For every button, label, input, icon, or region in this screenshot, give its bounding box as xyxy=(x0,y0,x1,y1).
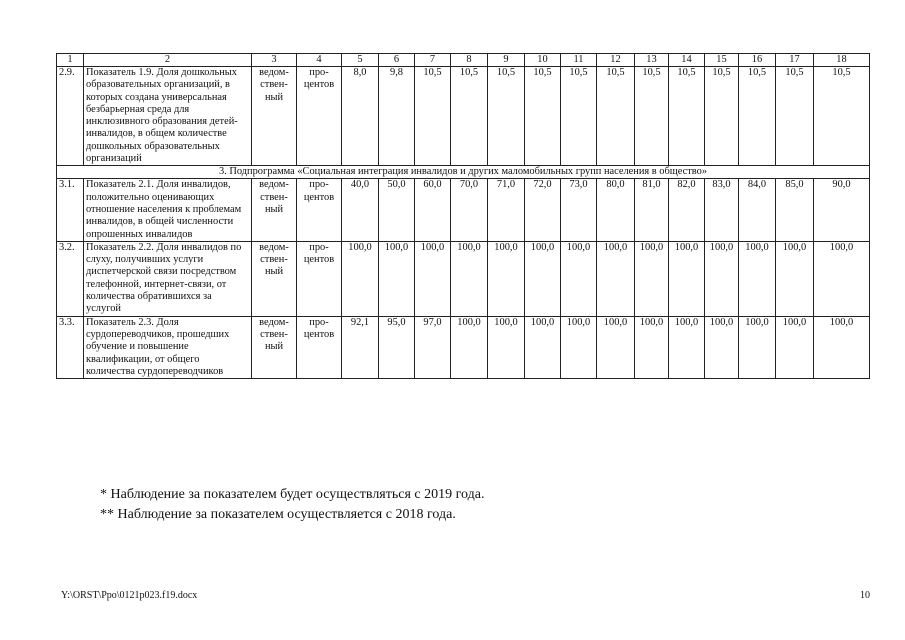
value-cell: 10,5 xyxy=(525,67,561,166)
header-cell: 9 xyxy=(488,54,525,67)
value-cell: 100,0 xyxy=(669,316,705,378)
row-number: 2.9. xyxy=(57,67,84,166)
value-cell: 100,0 xyxy=(415,241,451,316)
value-cell: 10,5 xyxy=(669,67,705,166)
header-cell: 14 xyxy=(669,54,705,67)
value-cell: 10,5 xyxy=(597,67,635,166)
header-cell: 13 xyxy=(635,54,669,67)
indicator-name: Показатель 2.1. Доля инвалидов, положительно оценивающих отношение населения к проблемам инвалидов, в общей численности опрошенных инвалидов xyxy=(84,179,252,241)
value-cell: 72,0 xyxy=(525,179,561,241)
value-cell: 100,0 xyxy=(488,241,525,316)
value-cell: 10,5 xyxy=(705,67,739,166)
value-cell: 97,0 xyxy=(415,316,451,378)
value-cell: 100,0 xyxy=(597,316,635,378)
value-cell: 100,0 xyxy=(451,316,488,378)
value-cell: 73,0 xyxy=(561,179,597,241)
file-path-footer: Y:\ORST\Ppo\0121p023.f19.docx xyxy=(61,590,198,601)
value-cell: 92,1 xyxy=(342,316,379,378)
indicator-type: ведом-ствен-ный xyxy=(252,179,297,241)
header-cell: 8 xyxy=(451,54,488,67)
header-cell: 3 xyxy=(252,54,297,67)
value-cell: 90,0 xyxy=(814,179,870,241)
value-cell: 8,0 xyxy=(342,67,379,166)
header-cell: 11 xyxy=(561,54,597,67)
value-cell: 81,0 xyxy=(635,179,669,241)
header-cell: 10 xyxy=(525,54,561,67)
section-row xyxy=(57,166,870,179)
header-cell: 18 xyxy=(814,54,870,67)
indicator-name: Показатель 2.2. Доля инвалидов по слуху, получивших услуги диспетчерской связи посредством телефонной, интернет-связи, от количества обратившихся за услугой xyxy=(84,241,252,316)
row-number: 3.1. xyxy=(57,179,84,241)
value-cell: 10,5 xyxy=(739,67,776,166)
header-cell: 15 xyxy=(705,54,739,67)
value-cell: 10,5 xyxy=(451,67,488,166)
table-row xyxy=(57,241,870,316)
value-cell: 83,0 xyxy=(705,179,739,241)
value-cell: 10,5 xyxy=(776,67,814,166)
value-cell: 100,0 xyxy=(705,241,739,316)
value-cell: 100,0 xyxy=(342,241,379,316)
footnote-1: * Наблюдение за показателем будет осуществляться с 2019 года. xyxy=(100,487,485,502)
header-cell: 17 xyxy=(776,54,814,67)
value-cell: 100,0 xyxy=(525,241,561,316)
value-cell: 100,0 xyxy=(739,316,776,378)
header-cell: 16 xyxy=(739,54,776,67)
value-cell: 100,0 xyxy=(597,241,635,316)
unit-of-measure: про-центов xyxy=(297,179,342,241)
value-cell: 100,0 xyxy=(525,316,561,378)
value-cell: 10,5 xyxy=(814,67,870,166)
table-row xyxy=(57,67,870,166)
page-number: 10 xyxy=(860,590,870,601)
value-cell: 10,5 xyxy=(561,67,597,166)
unit-of-measure: про-центов xyxy=(297,67,342,166)
table-row xyxy=(57,316,870,378)
value-cell: 100,0 xyxy=(705,316,739,378)
header-cell: 6 xyxy=(379,54,415,67)
header-cell: 4 xyxy=(297,54,342,67)
section-title: 3. Подпрограмма «Социальная интеграция инвалидов и других маломобильных групп населения в общество» xyxy=(57,166,870,179)
value-cell: 100,0 xyxy=(635,241,669,316)
table-row xyxy=(57,179,870,241)
value-cell: 100,0 xyxy=(451,241,488,316)
value-cell: 100,0 xyxy=(739,241,776,316)
value-cell: 100,0 xyxy=(814,316,870,378)
value-cell: 100,0 xyxy=(814,241,870,316)
footnotes xyxy=(100,485,484,524)
indicator-type: ведом-ствен-ный xyxy=(252,316,297,378)
value-cell: 100,0 xyxy=(635,316,669,378)
value-cell: 84,0 xyxy=(739,179,776,241)
indicators-table xyxy=(56,53,870,379)
row-number: 3.2. xyxy=(57,241,84,316)
indicator-name: Показатель 2.3. Доля сурдопереводчиков, прошедших обучение и повышение квалификации, от общего количества сурдопереводчиков xyxy=(84,316,252,378)
value-cell: 100,0 xyxy=(561,316,597,378)
table-header-row xyxy=(57,54,870,67)
value-cell: 95,0 xyxy=(379,316,415,378)
header-cell: 2 xyxy=(84,54,252,67)
value-cell: 71,0 xyxy=(488,179,525,241)
value-cell: 100,0 xyxy=(669,241,705,316)
header-cell: 12 xyxy=(597,54,635,67)
value-cell: 100,0 xyxy=(776,316,814,378)
unit-of-measure: про-центов xyxy=(297,316,342,378)
value-cell: 50,0 xyxy=(379,179,415,241)
footnote-2: ** Наблюдение за показателем осуществляется с 2018 года. xyxy=(100,506,456,522)
indicator-name: Показатель 1.9. Доля дошкольных образовательных организаций, в которых создана универсальная безбарьерная среда для инклюзивного образования детей-инвалидов, в общем количестве дошкольных образовательных организаций xyxy=(84,67,252,166)
value-cell: 60,0 xyxy=(415,179,451,241)
value-cell: 100,0 xyxy=(379,241,415,316)
header-cell: 7 xyxy=(415,54,451,67)
unit-of-measure: про-центов xyxy=(297,241,342,316)
value-cell: 10,5 xyxy=(415,67,451,166)
indicator-type: ведом-ствен-ный xyxy=(252,67,297,166)
value-cell: 100,0 xyxy=(561,241,597,316)
value-cell: 82,0 xyxy=(669,179,705,241)
value-cell: 9,8 xyxy=(379,67,415,166)
value-cell: 80,0 xyxy=(597,179,635,241)
value-cell: 100,0 xyxy=(488,316,525,378)
value-cell: 85,0 xyxy=(776,179,814,241)
value-cell: 10,5 xyxy=(488,67,525,166)
value-cell: 40,0 xyxy=(342,179,379,241)
header-cell: 1 xyxy=(57,54,84,67)
value-cell: 70,0 xyxy=(451,179,488,241)
value-cell: 100,0 xyxy=(776,241,814,316)
row-number: 3.3. xyxy=(57,316,84,378)
header-cell: 5 xyxy=(342,54,379,67)
value-cell: 10,5 xyxy=(635,67,669,166)
indicator-type: ведом-ствен-ный xyxy=(252,241,297,316)
